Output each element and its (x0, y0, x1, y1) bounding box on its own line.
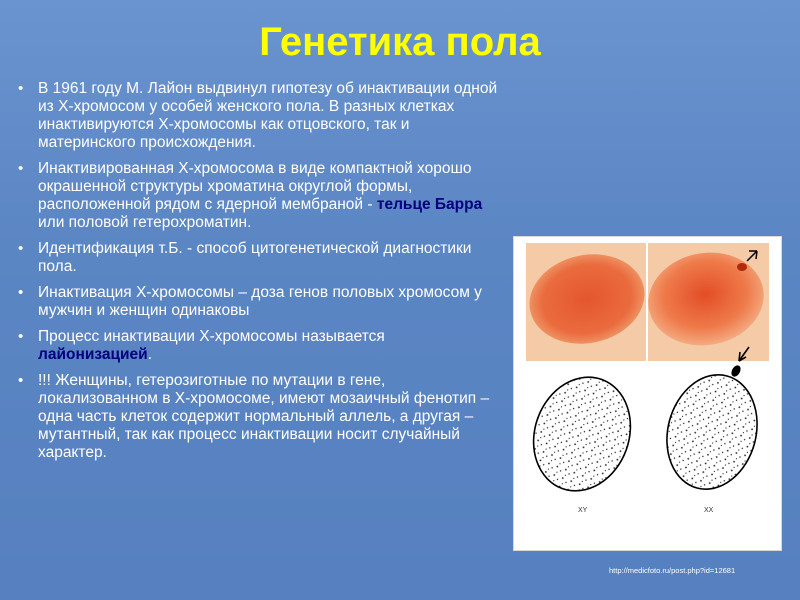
term-highlight: лайонизацией (38, 346, 148, 363)
bullet-text: Инактивированная Х-хромосома в виде компактной хорошо окрашенной структуры хроматина округлой формы, расположенной рядом с ядерной мембраной - (38, 160, 472, 213)
bullet-dot-icon: • (18, 240, 24, 257)
bullet-dot-icon: • (18, 328, 24, 345)
bullet-item (18, 80, 503, 152)
xy-label: XY (578, 507, 588, 514)
barr-body-figure (513, 236, 782, 551)
bullet-text: Процесс инактивации Х-хромосомы называется (38, 328, 385, 345)
bullet-item (18, 328, 503, 364)
barr-body-photo (737, 263, 747, 271)
bullet-text-after: или половой гетерохроматин. (38, 214, 252, 231)
bullet-dot-icon: • (18, 284, 24, 301)
bullet-text-after: . (147, 346, 152, 363)
term-highlight: тельце Барра (376, 196, 483, 213)
bullet-item (18, 284, 503, 320)
bullet-list (18, 80, 503, 470)
bullet-dot-icon: • (18, 80, 24, 97)
xy-nucleus-drawing (518, 363, 646, 504)
barr-body-drawing (730, 364, 743, 378)
figure-illustration (514, 237, 781, 550)
bullet-item (18, 160, 503, 232)
source-link[interactable]: http://medicfoto.ru/post.php?id=12681 (609, 566, 736, 575)
bullet-item (18, 372, 503, 462)
bullet-item (18, 240, 503, 276)
bullet-dot-icon: • (18, 160, 24, 177)
bullet-text: !!! Женщины, гетерозиготные по мутации в гене, локализованном в Х-хромосоме, имеют мозаичный фенотип – одна часть клеток содержит нормальный аллель, а другая – мутантный, так как процесс инактивации носит случайный характер. (38, 372, 490, 461)
xx-nucleus-drawing (654, 365, 769, 500)
slide-title: Генетика пола (259, 20, 541, 64)
bullet-text: Идентификация т.Б. - способ цитогенетической диагностики пола. (38, 240, 472, 275)
bullet-text: Инактивация Х-хромосомы – доза генов половых хромосом у мужчин и женщин одинаковы (38, 284, 482, 319)
bullet-dot-icon: • (18, 372, 24, 389)
bullet-text: В 1961 году М. Лайон выдвинул гипотезу об инактивации одной из Х-хромосом у особей женского пола. В разных клетках инактивируются Х-хромосомы как отцовского, так и материнского происхождения. (38, 80, 498, 151)
xx-label: XX (704, 507, 714, 514)
